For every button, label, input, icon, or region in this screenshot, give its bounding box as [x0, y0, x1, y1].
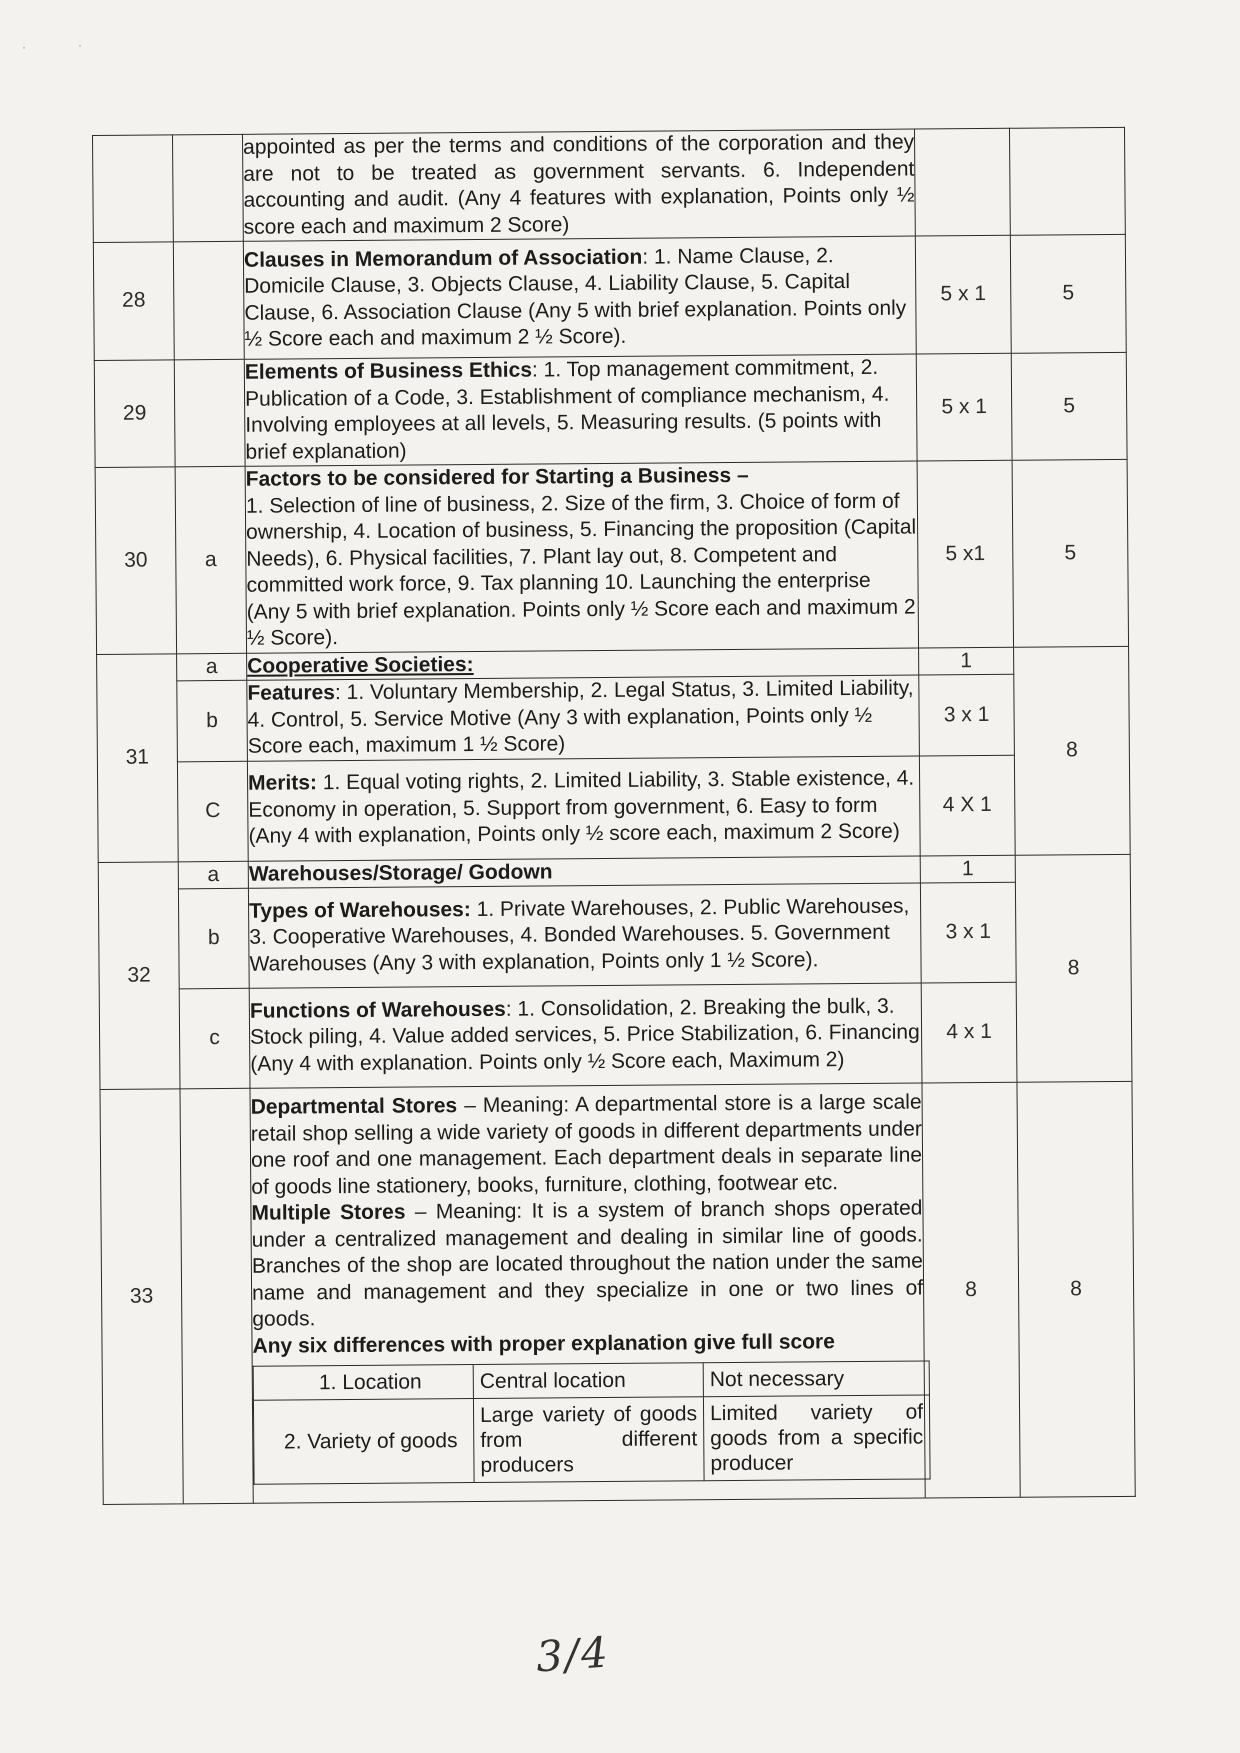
answer-heading: Elements of Business Ethics	[244, 358, 533, 384]
question-number: 29	[94, 360, 175, 468]
answer-points: : 1. Voluntary Membership, 2. Legal Status, 3. Limited Liability, 4. Control, 5. Service Motive (Any 3 with explanation, Points only ½ Score each, maximum 1 ½ Score)	[247, 676, 914, 758]
score-scheme: 4 X 1	[919, 755, 1015, 856]
differences-table	[253, 1360, 931, 1484]
answer-heading: Types of Warehouses:	[249, 897, 471, 923]
answer-text	[247, 756, 920, 861]
table-row	[253, 1361, 929, 1400]
question-number: 32	[98, 861, 180, 1089]
answer-heading: Clauses in Memorandum of Association	[243, 245, 643, 272]
sub-part	[180, 1088, 253, 1504]
answer-text	[249, 983, 922, 1088]
page-number: 3/4	[534, 1627, 612, 1682]
score-scheme: 5 x 1	[916, 353, 1012, 461]
score-scheme: 1	[919, 647, 1014, 675]
answer-heading: Departmental Stores	[250, 1094, 458, 1119]
sub-part: b	[178, 888, 249, 989]
answer-heading: Multiple Stores	[251, 1200, 406, 1225]
sub-part: a	[178, 861, 248, 889]
sub-part: a	[175, 466, 246, 653]
answer-points: 1. Selection of line of business, 2. Size of the firm, 3. Choice of form of ownership, 4. Location of business, 5. Financing the proposition (Capital Needs), 6. Physical facilities, 7. Plant lay out, 8. Competent and committed work force, 9. Tax planning 10. Launching the enterprise (Any 5 with brief explanation. Points only ½ Score each and maximum 2 ½ Score).	[245, 489, 917, 650]
question-number: 33	[100, 1089, 183, 1505]
multiple-store-cell: Limited variety of goods from a specific producer	[703, 1395, 930, 1481]
score-scheme: 1	[920, 855, 1015, 883]
sub-part: C	[177, 761, 248, 862]
scan-speck: ·	[22, 40, 26, 54]
total-score: 5	[1010, 234, 1126, 353]
sub-part	[173, 241, 244, 360]
sub-part: a	[177, 653, 247, 681]
difference-label: 2. Variety of goods	[253, 1399, 474, 1485]
table-row	[97, 754, 1130, 862]
score-scheme: 3 x 1	[920, 882, 1016, 983]
question-number: 28	[93, 242, 174, 361]
score-scheme	[914, 128, 1010, 236]
answer-heading: Features	[247, 681, 336, 705]
question-number: 31	[97, 653, 179, 862]
table-row	[98, 881, 1131, 989]
answer-text	[243, 236, 916, 359]
score-scheme: 8	[922, 1082, 1020, 1498]
table-row	[95, 459, 1128, 654]
table-row	[100, 1081, 1135, 1504]
answer-text	[250, 1083, 925, 1503]
answer-points: : 1. Top management commitment, 2. Publication of a Code, 3. Establishment of compliance mechanism, 4. Involving employees at all levels, 5. Measuring results. (5 points with brief explanation)	[244, 355, 890, 464]
score-scheme: 3 x 1	[919, 674, 1015, 755]
differences-heading: Any six differences with proper explanation give full score	[252, 1329, 835, 1358]
answer-text	[248, 883, 921, 988]
department-store-cell: Large variety of goods from different producers	[473, 1397, 704, 1483]
multiple-store-cell: Not necessary	[703, 1361, 929, 1397]
total-score: 8	[1015, 854, 1132, 1082]
question-number	[93, 135, 174, 243]
answer-points: : 1. Name Clause, 2. Domicile Clause, 3. Objects Clause, 4. Liability Clause, 5. Capital Clause, 6. Association Clause (Any 5 with brief explanation. Points only ½ Score each and maximum 2 ½ Score).	[244, 243, 907, 351]
total-score: 8	[1017, 1081, 1135, 1497]
answer-points: – Meaning: A departmental store is a large scale retail shop selling a wide variety of goods in different departments under one roof and one management. Each department deals in separate line of goods line stationery, books, furniture, clothing, footwear etc.	[250, 1090, 923, 1199]
total-score: 5	[1012, 459, 1128, 646]
table-row	[99, 981, 1132, 1089]
answer-points: : 1. Consolidation, 2. Breaking the bulk, 3. Stock piling, 4. Value added services, 5. Price Stabilization, 6. Financing (Any 4 with explanation. Points only ½ Score each, Maximum 2)	[250, 994, 920, 1076]
answer-points: 1. Equal voting rights, 2. Limited Liability, 3. Stable existence, 4. Economy in operation, 5. Support from government, 6. Easy to form (Any 4 with explanation, Points only ½ score each, maximum 2 Score)	[248, 766, 915, 849]
table-row	[94, 352, 1127, 467]
answer-points: 1. Private Warehouses, 2. Public Warehouses, 3. Cooperative Warehouses, 4. Bonded Warehouses. 5. Government Warehouses (Any 3 with explanation, Points only 1 ½ Score).	[249, 894, 910, 976]
scan-speck: ·	[78, 38, 82, 52]
sub-part: b	[177, 680, 248, 761]
answer-text: appointed as per the terms and conditions of the corporation and they are not to be treated as government servants. 6. Independent accounting and audit. (Any 4 features with explanation, Points only ½ score each and maximum 2 Score)	[242, 129, 915, 241]
score-scheme: 5 x 1	[915, 235, 1011, 354]
score-scheme: 4 x 1	[921, 982, 1017, 1083]
difference-label: 1. Location	[253, 1365, 473, 1401]
table-row	[93, 127, 1126, 242]
table-row	[253, 1395, 930, 1484]
answer-key-table	[92, 127, 1136, 1505]
sub-part	[174, 359, 245, 467]
answer-points: – Meaning: It is a system of branch shops operated under a centralized management and dealing in similar line of goods. Branches of the shop are located throughout the nation under the same name and management and they specialize in one or two lines of goods.	[251, 1196, 924, 1331]
total-score: 5	[1011, 352, 1127, 460]
table-row	[97, 673, 1130, 762]
total-score: 8	[1014, 646, 1131, 855]
answer-heading: Warehouses/Storage/ Godown	[248, 859, 553, 886]
answer-heading: Functions of Warehouses	[249, 997, 506, 1023]
sub-part	[173, 134, 244, 242]
answer-heading: Cooperative Societies:	[247, 652, 474, 678]
department-store-cell: Central location	[473, 1363, 703, 1399]
answer-text	[247, 675, 920, 761]
answer-heading: Merits:	[248, 771, 318, 796]
total-score	[1009, 127, 1125, 235]
question-number: 30	[95, 467, 176, 654]
answer-text	[245, 461, 918, 653]
answer-heading: Factors to be considered for Starting a Business –	[245, 463, 749, 491]
table-row	[93, 234, 1126, 360]
sub-part: c	[179, 988, 250, 1089]
score-scheme: 5 x1	[917, 460, 1013, 647]
answer-text	[244, 354, 917, 466]
